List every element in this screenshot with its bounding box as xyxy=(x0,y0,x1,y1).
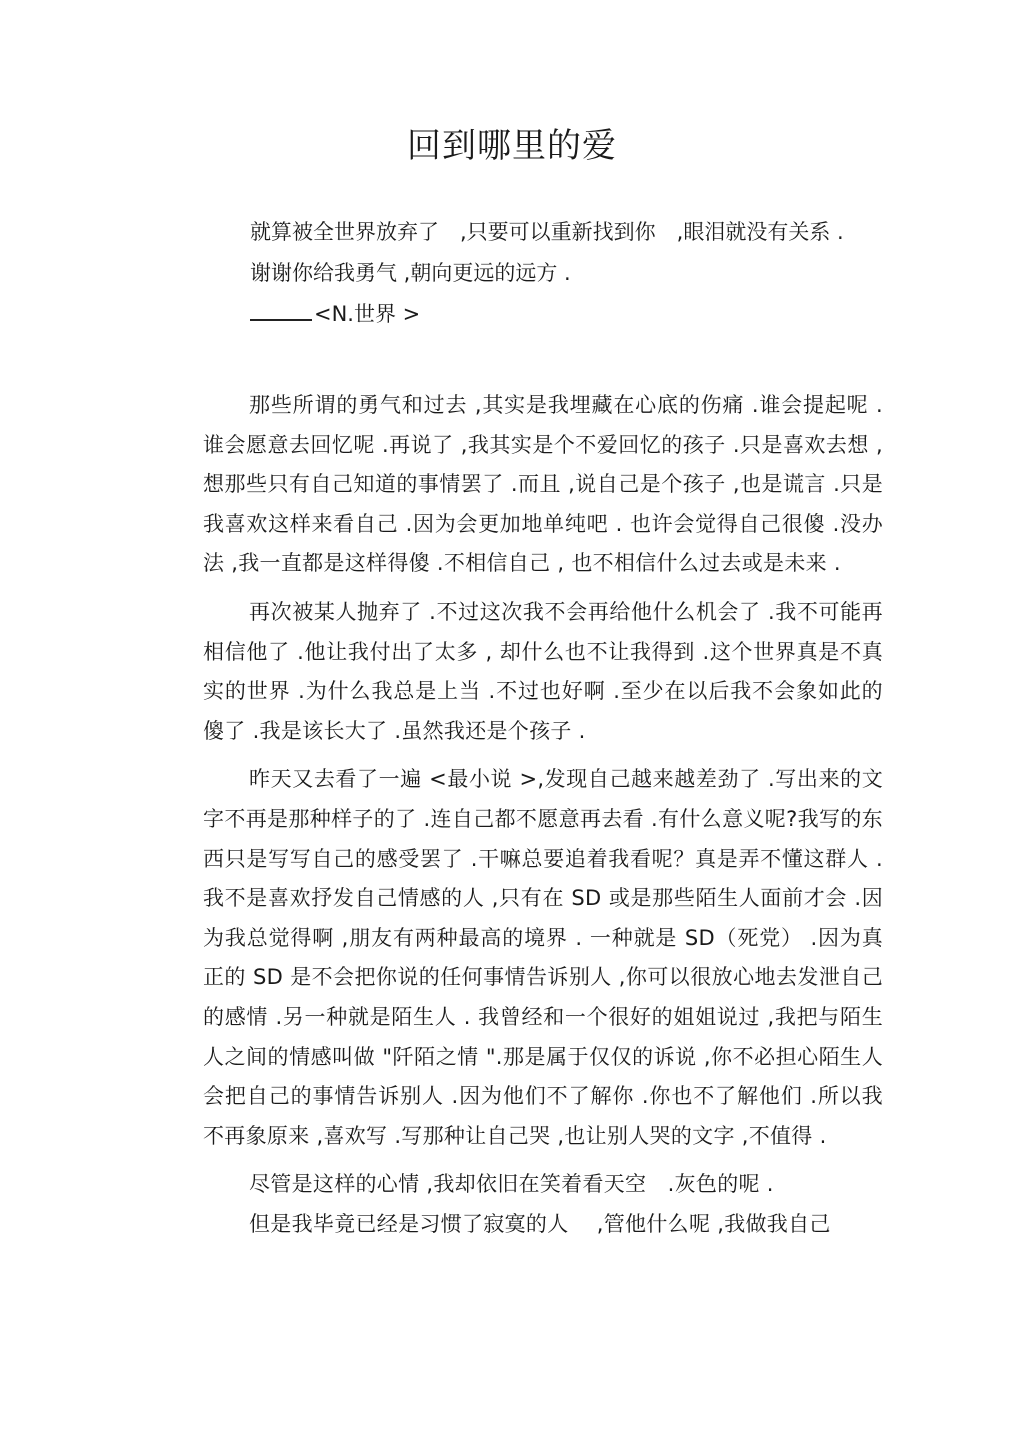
epigraph xyxy=(250,212,890,335)
signature-underline xyxy=(250,301,312,321)
body-text xyxy=(203,386,883,1244)
epigraph-line-2: 谢谢你给我勇气 ,朝向更远的远方 . xyxy=(250,261,571,285)
paragraph-2: 再次被某人抛弃了 .不过这次我不会再给他什么机会了 .我不可能再相信他了 .他让我付出了太多 , 却什么也不让我得到 .这个世界真是不真实的世界 .为什么我总是上当 .不过也好啊 .至少在以后我不会象如此的傻了 .我是该长大了 .虽然我还是个孩子 . xyxy=(203,599,883,743)
paragraph-3: 昨天又去看了一遍 <最小说 >,发现自己越来越差劲了 .写出来的文字不再是那种样子的了 .连自己都不愿意再去看 .有什么意义呢?我写的东西只是写写自己的感受罢了 .干嘛总要追着我看呢？真是弄不懂这群人 .我不是喜欢抒发自己情感的人 ,只有在 SD 或是那些陌生人面前才会 .因为我总觉得啊 ,朋友有两种最高的境界 . 一种就是 SD（死党） .因为真正的 SD 是不会把你说的任何事情告诉别人 ,你可以很放心地去发泄自己的感情 .另一种就是陌生人 . 我曾经和一个很好的姐姐说过 ,我把与陌生人之间的情感叫做 "阡陌之情 ".那是属于仅仅的诉说 ,你不必担心陌生人会把自己的事情告诉别人 .因为他们不了解你 .你也不了解他们 .所以我不再象原来 ,喜欢写 .写那种让自己哭 ,也让别人哭的文字 ,不值得 . xyxy=(203,767,883,1148)
paragraph-1: 那些所谓的勇气和过去 ,其实是我埋藏在心底的伤痛 .谁会提起呢 .谁会愿意去回忆呢 .再说了 ,我其实是个不爱回忆的孩子 .只是喜欢去想 ,想那些只有自己知道的事情罢了 .而且 ,说自己是个孩子 ,也是谎言 .只是我喜欢这样来看自己 .因为会更加地单纯吧 . 也许会觉得自己很傻 .没办法 ,我一直都是这样得傻 .不相信自己 , 也不相信什么过去或是未来 . xyxy=(203,393,883,576)
paragraph-4: 尽管是这样的心情 ,我却依旧在笑着看天空 .灰色的呢 . xyxy=(249,1172,774,1197)
epigraph-signature: <N.世界 > xyxy=(314,302,421,326)
epigraph-signature-row xyxy=(250,294,890,335)
page-title: 回到哪里的爱 xyxy=(407,126,617,166)
paragraph-5: 但是我毕竟已经是习惯了寂寞的人 ,管他什么呢 ,我做我自己 xyxy=(249,1211,831,1236)
epigraph-line-1: 就算被全世界放弃了 ,只要可以重新找到你 ,眼泪就没有关系 . xyxy=(250,220,844,244)
